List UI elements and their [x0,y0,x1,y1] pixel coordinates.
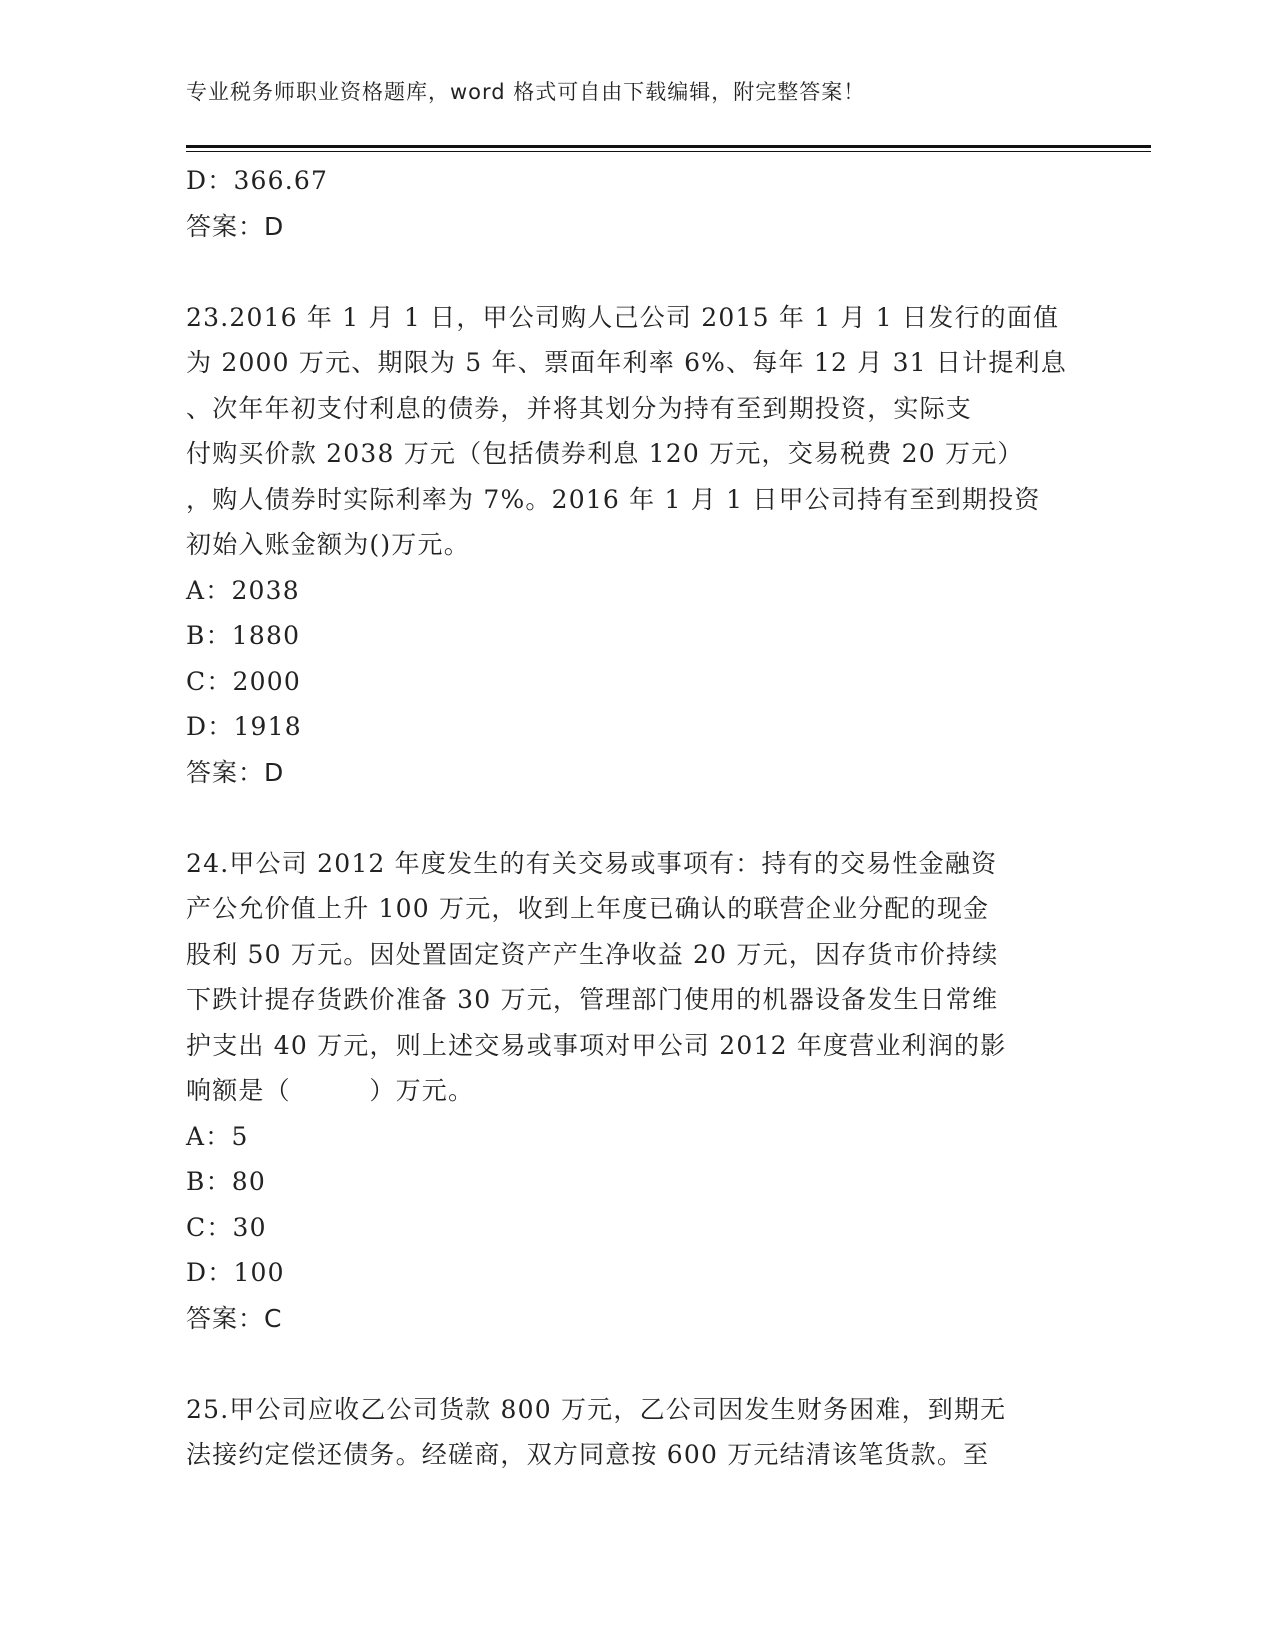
question-text-line: 响额是（ ）万元。 [186,1076,475,1105]
question-text-line: 、次年年初支付利息的债券，并将其划分为持有至到期投资，实际支 [186,393,973,423]
question-25 [186,1387,1086,1478]
question-text-line: 股利 50 万元。因处置固定资产产生净收益 20 万元，因存货市价持续 [186,939,999,969]
answer: 答案：D [186,211,285,241]
question-23 [186,295,1086,796]
question-text-line: 为 2000 万元、期限为 5 年、票面年利率 6%、每年 12 月 31 日计提利息 [186,348,1067,377]
question-text-line: ，购人债券时实际利率为 7%。2016 年 1 月 1 日甲公司持有至到期投资 [186,484,1041,514]
document-body [186,158,1086,1478]
question-text-line: 24.甲公司 2012 年度发生的有关交易或事项有：持有的交易性金融资 [186,848,998,878]
question-text-line: 产公允价值上升 100 万元，收到上年度已确认的联营企业分配的现金 [186,894,990,923]
question-24 [186,841,1086,1342]
answer: 答案：C [186,1303,283,1333]
option-c: C：2000 [186,666,301,696]
question-text-line: 25.甲公司应收乙公司货款 800 万元，乙公司因发生财务困难，到期无 [186,1394,1007,1424]
header-rule [186,145,1151,148]
option-a: A：2038 [186,575,300,605]
spacer [186,795,1086,841]
spacer [186,249,1086,295]
answer: 答案：D [186,757,285,787]
question-text-line: 付购买价款 2038 万元（包括债券利息 120 万元，交易税费 20 万元） [186,439,1024,468]
option-d: D：100 [186,1258,285,1287]
question-text-line: 初始入账金额为()万元。 [186,530,470,559]
option-b: B：1880 [186,621,301,650]
question-text-line: 下跌计提存货跌价准备 30 万元，管理部门使用的机器设备发生日常维 [186,985,999,1014]
page-header: 专业税务师职业资格题库，word 格式可自由下载编辑，附完整答案！ [186,80,866,104]
option-c: C：30 [186,1212,267,1242]
option-a: A：5 [186,1121,249,1151]
option-b: B：80 [186,1167,266,1196]
spacer [186,1341,1086,1387]
option-d: D：366.67 [186,166,329,195]
header-rule-thin [186,151,1151,152]
option-d: D：1918 [186,712,302,741]
question-text-line: 23.2016 年 1 月 1 日，甲公司购人己公司 2015 年 1 月 1 日发行的面值 [186,302,1060,332]
question-text-line: 法接约定偿还债务。经磋商，双方同意按 600 万元结清该笔货款。至 [186,1440,990,1469]
question-text-line: 护支出 40 万元，则上述交易或事项对甲公司 2012 年度营业利润的影 [186,1030,1007,1060]
